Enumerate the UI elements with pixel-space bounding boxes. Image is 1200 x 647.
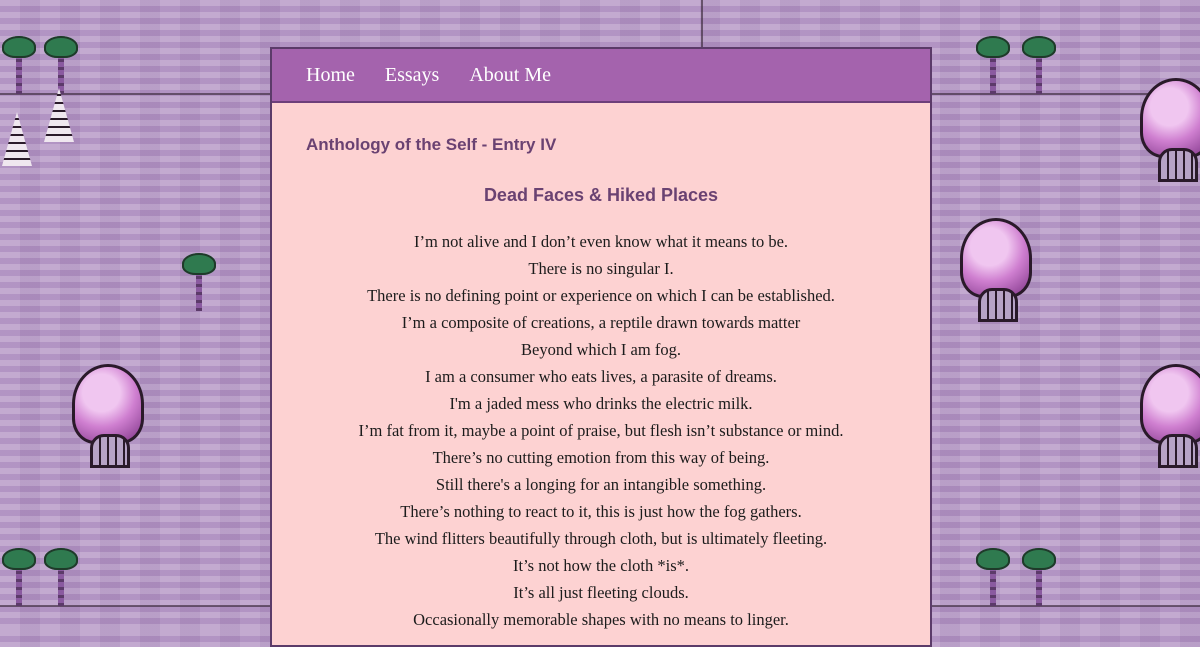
poem-line: There’s nothing to react to it, this is just how the fog gathers. (400, 502, 802, 521)
tile-border (0, 93, 270, 95)
tile-border (932, 93, 1200, 95)
palm-tree-icon (182, 253, 216, 313)
nav-essays-link[interactable]: Essays (384, 63, 440, 86)
top-nav (272, 49, 930, 103)
palm-tree-icon (44, 548, 78, 608)
palm-tree-icon (1022, 36, 1056, 96)
poem-line: Beyond which I am fog. (521, 340, 681, 359)
cone-shell-icon (44, 88, 74, 142)
poem-line: Still there's a longing for an intangible something. (435, 475, 767, 494)
poem-line: Occasionally memorable shapes with no means to linger. (413, 610, 789, 629)
palm-tree-icon (2, 36, 36, 96)
poem-line: It’s all just fleeting clouds. (513, 583, 689, 602)
hut-icon (1130, 364, 1200, 474)
poem-line: I’m a composite of creations, a reptile drawn towards matter (401, 313, 801, 332)
cone-shell-icon (2, 112, 32, 166)
poem-line: I’m fat from it, maybe a point of praise, but flesh isn’t substance or mind. (358, 421, 844, 440)
palm-tree-icon (44, 36, 78, 96)
essay-title: Dead Faces & Hiked Places (483, 185, 719, 205)
poem-line: There is no defining point or experience on which I can be established. (367, 286, 835, 305)
poem-line: The wind flitters beautifully through cloth, but is ultimately fleeting. (374, 529, 828, 548)
poem-line: I am a consumer who eats lives, a parasite of dreams. (425, 367, 777, 386)
palm-tree-icon (1022, 548, 1056, 608)
poem-line: I'm a jaded mess who drinks the electric milk. (449, 394, 753, 413)
tile-border (0, 605, 270, 607)
poem-line: There’s no cutting emotion from this way of being. (432, 448, 770, 467)
article (272, 103, 930, 633)
content-panel (270, 47, 932, 647)
hut-icon (62, 364, 154, 474)
palm-tree-icon (976, 36, 1010, 96)
tile-border (701, 0, 703, 47)
poem-line: It’s not how the cloth *is*. (513, 556, 689, 575)
poem-body (306, 228, 896, 633)
poem-line: There is no singular I. (528, 259, 674, 278)
palm-tree-icon (976, 548, 1010, 608)
tile-border (932, 605, 1200, 607)
entry-title: Anthology of the Self - Entry IV (306, 135, 557, 154)
poem-line: I’m not alive and I don’t even know what it means to be. (413, 232, 789, 251)
nav-about-me-link[interactable]: About Me (469, 63, 552, 86)
hut-icon (950, 218, 1042, 328)
palm-tree-icon (2, 548, 36, 608)
hut-icon (1130, 78, 1200, 188)
nav-home-link[interactable]: Home (306, 63, 355, 86)
